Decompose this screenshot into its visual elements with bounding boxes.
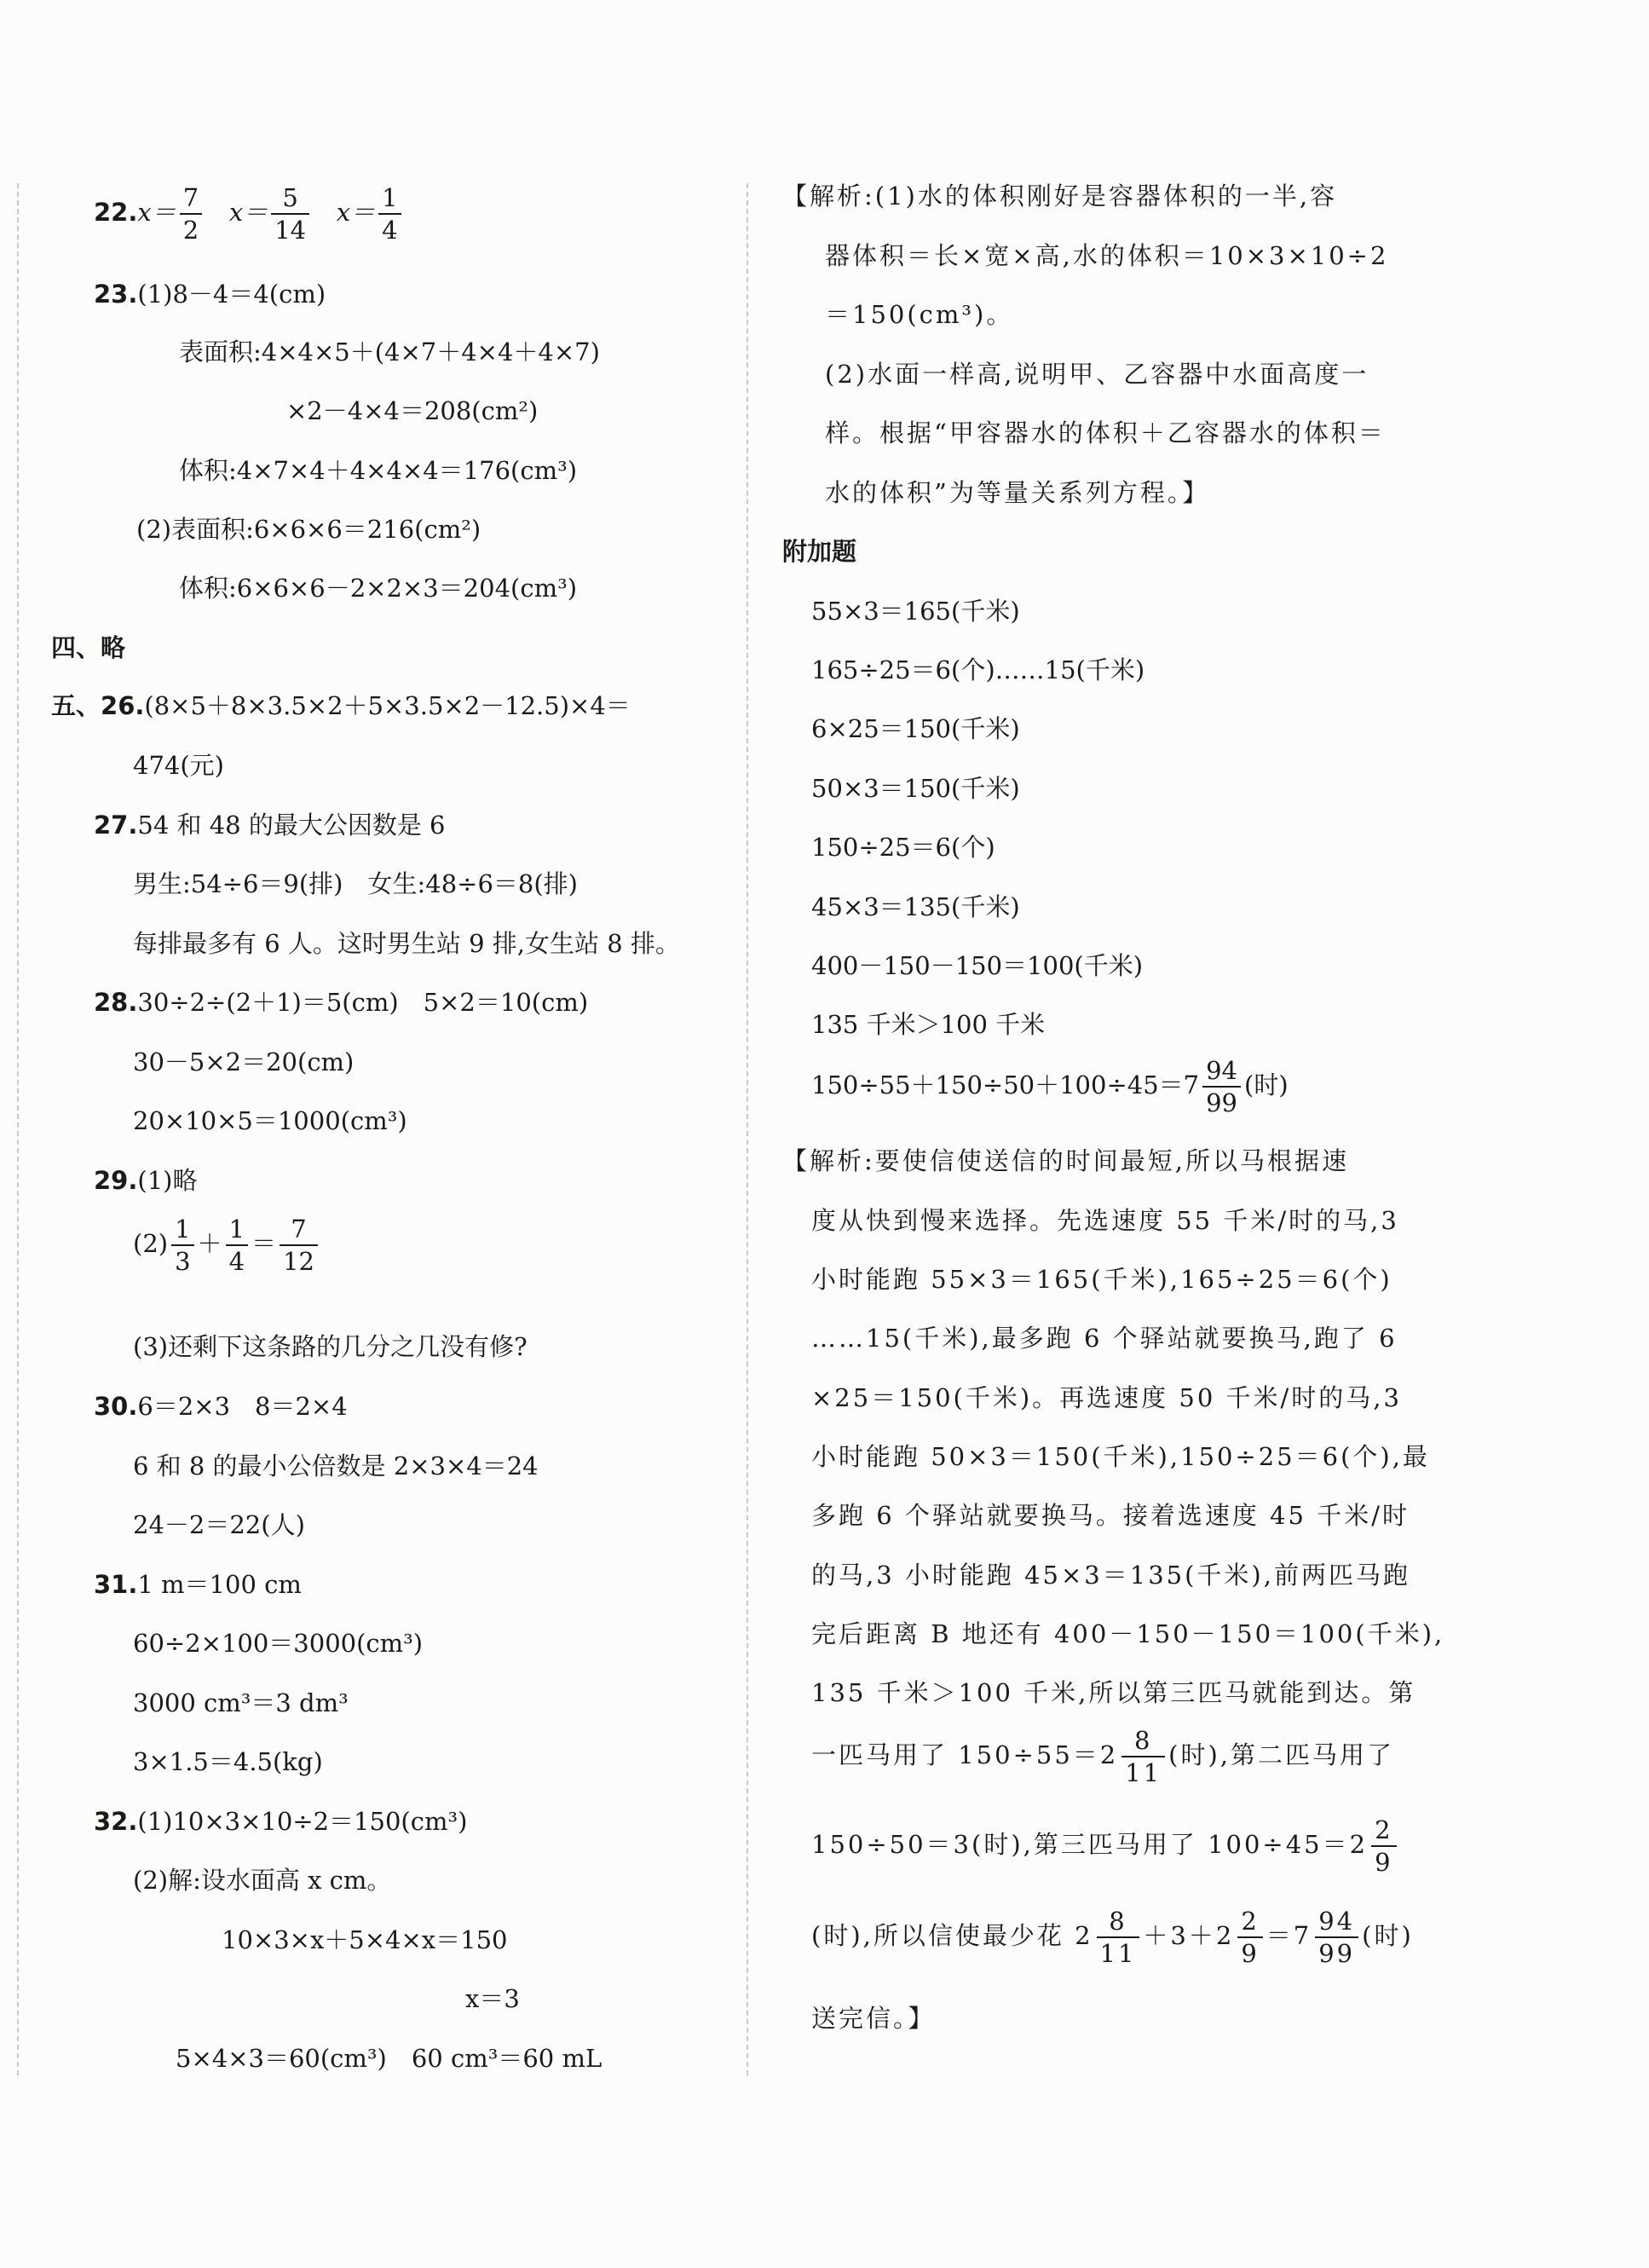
fraction: $\frac{94}{99}$ <box>1315 1906 1358 1969</box>
q27-line1: 27.54 和 48 的最大公因数是 6 <box>94 811 446 840</box>
analysis-2-line1: 【解析:要使信使送信的时间最短,所以马根据速 <box>782 1146 1349 1175</box>
q31-line1: 31.1 m＝100 cm <box>94 1570 302 1599</box>
q29-line2: (2) $\frac{1}{3}$ ＋ $\frac{1}{4}$ ＝ $\frac{7}{12}$ <box>133 1210 321 1277</box>
bonus-line: 150÷25＝6(个) <box>811 833 995 862</box>
analysis-2-line13: (时),所以信使最少花 2 $\frac{8}{11}$ ＋3＋2 $\frac{2}{9}$ ＝7 $\frac{94}{99}$ (时) <box>811 1907 1414 1968</box>
analysis-2-line7: 多跑 6 个驿站就要换马。接着选速度 45 千米/时 <box>811 1501 1410 1530</box>
analysis-1-line2: 器体积＝长×宽×高,水的体积＝10×3×10÷2 <box>825 241 1389 270</box>
fraction: $\frac{1}{4}$ <box>378 182 401 245</box>
q27-line2: 男生:54÷6＝9(排) 女生:48÷6＝8(排) <box>133 869 579 898</box>
q30-line3: 24－2＝22(人) <box>133 1510 305 1539</box>
q30-line2: 6 和 8 的最小公倍数是 2×3×4＝24 <box>133 1451 539 1480</box>
q32-line2: (2)解:设水面高 x cm。 <box>133 1866 392 1895</box>
fraction: $\frac{1}{4}$ <box>226 1214 248 1277</box>
q27-line3: 每排最多有 6 人。这时男生站 9 排,女生站 8 排。 <box>133 929 680 958</box>
analysis-1-line6: 水的体积”为等量关系列方程。】 <box>825 478 1210 507</box>
q31-line4: 3×1.5＝4.5(kg) <box>133 1747 323 1776</box>
q32-line3: 10×3×x＋5×4×x＝150 <box>222 1925 508 1954</box>
q31-line2: 60÷2×100＝3000(cm³) <box>133 1629 424 1658</box>
bonus-title: 附加题 <box>782 537 857 566</box>
left-margin-line <box>17 183 20 2075</box>
bonus-line: 400－150－150＝100(千米) <box>811 951 1144 980</box>
q23-line4: 体积:4×7×4＋4×4×4＝176(cm³) <box>179 456 578 485</box>
analysis-2-line11: 一匹马用了 150÷55＝2 $\frac{8}{11}$ (时),第二匹马用了 <box>811 1726 1394 1787</box>
fraction: $\frac{7}{2}$ <box>180 182 202 245</box>
bonus-line: 135 千米＞100 千米 <box>811 1010 1046 1039</box>
analysis-1-line3: ＝150(cm³)。 <box>825 300 1014 329</box>
analysis-2-line5: ×25＝150(千米)。再选速度 50 千米/时的马,3 <box>811 1383 1402 1412</box>
bonus-final: 150÷55＋150÷50＋100÷45＝7 $\frac{94}{99}$ (时) <box>811 1056 1289 1117</box>
q32-line4: x＝3 <box>465 1984 520 2013</box>
column-divider <box>747 183 750 2075</box>
q26-line2: 474(元) <box>133 751 224 780</box>
fraction: $\frac{1}{3}$ <box>171 1214 193 1277</box>
q22: 22.x＝ $\frac{7}{2}$ x＝ $\frac{5}{14}$ x＝ $\frac{1}{4}$ <box>94 179 405 245</box>
analysis-2-line4: ……15(千米),最多跑 6 个驿站就要换马,跑了 6 <box>811 1324 1398 1353</box>
analysis-2-line12: 150÷50＝3(时),第三匹马用了 100÷45＝2 $\frac{2}{9}$ <box>811 1811 1400 1878</box>
q26-line1: 五、26.(8×5＋8×3.5×2＋5×3.5×2－12.5)×4＝ <box>51 691 631 720</box>
q28-line3: 20×10×5＝1000(cm³) <box>133 1106 407 1135</box>
analysis-2-line2: 度从快到慢来选择。先选速度 55 千米/时的马,3 <box>811 1206 1399 1235</box>
q32-line5: 5×4×3＝60(cm³) 60 cm³＝60 mL <box>176 2044 603 2073</box>
q32-line1: 32.(1)10×3×10÷2＝150(cm³) <box>94 1807 468 1836</box>
q29-line3: (3)还剩下这条路的几分之几没有修? <box>133 1332 528 1361</box>
bonus-line: 50×3＝150(千米) <box>811 774 1020 803</box>
q23-line3: ×2－4×4＝208(cm²) <box>286 396 539 425</box>
q23-line1: 23.(1)8－4＝4(cm) <box>94 280 326 309</box>
q23-line6: 体积:6×6×6－2×2×3＝204(cm³) <box>179 574 578 603</box>
bonus-line: 45×3＝135(千米) <box>811 892 1020 921</box>
bonus-line: 6×25＝150(千米) <box>811 714 1020 743</box>
analysis-2-line14: 送完信。】 <box>811 2004 936 2033</box>
q30-line1: 30.6＝2×3 8＝2×4 <box>94 1392 348 1421</box>
q31-line3: 3000 cm³＝3 dm³ <box>133 1688 349 1717</box>
analysis-1-line5: 样。根据“甲容器水的体积＋乙容器水的体积＝ <box>825 418 1386 447</box>
analysis-2-line3: 小时能跑 55×3＝165(千米),165÷25＝6(个) <box>811 1265 1392 1294</box>
bonus-line: 55×3＝165(千米) <box>811 597 1020 626</box>
fraction: $\frac{2}{9}$ <box>1237 1906 1262 1969</box>
fraction: $\frac{8}{11}$ <box>1097 1906 1140 1969</box>
analysis-2-line10: 135 千米＞100 千米,所以第三匹马就能到达。第 <box>811 1678 1416 1707</box>
section-4: 四、略 <box>51 633 126 662</box>
q28-line2: 30－5×2＝20(cm) <box>133 1047 355 1076</box>
fraction: $\frac{94}{99}$ <box>1202 1055 1241 1118</box>
fraction: $\frac{2}{9}$ <box>1371 1815 1396 1878</box>
q23-line2: 表面积:4×4×5＋(4×7＋4×4＋4×7) <box>179 338 600 366</box>
analysis-2-line8: 的马,3 小时能跑 45×3＝135(千米),前两匹马跑 <box>811 1561 1410 1590</box>
q28-line1: 28.30÷2÷(2＋1)＝5(cm) 5×2＝10(cm) <box>94 988 589 1017</box>
fraction: $\frac{7}{12}$ <box>280 1214 318 1277</box>
analysis-1-line4: (2)水面一样高,说明甲、乙容器中水面高度一 <box>825 360 1369 389</box>
analysis-1-line1: 【解析:(1)水的体积刚好是容器体积的一半,容 <box>782 182 1338 211</box>
analysis-2-line9: 完后距离 B 地还有 400－150－150＝100(千米), <box>811 1619 1445 1648</box>
fraction: $\frac{8}{11}$ <box>1121 1725 1165 1788</box>
bonus-line: 165÷25＝6(个)……15(千米) <box>811 655 1145 684</box>
q23-line5: (2)表面积:6×6×6＝216(cm²) <box>136 515 481 544</box>
fraction: $\frac{5}{14}$ <box>271 182 309 245</box>
analysis-2-line6: 小时能跑 50×3＝150(千米),150÷25＝6(个),最 <box>811 1442 1430 1471</box>
q29-line1: 29.(1)略 <box>94 1166 198 1195</box>
